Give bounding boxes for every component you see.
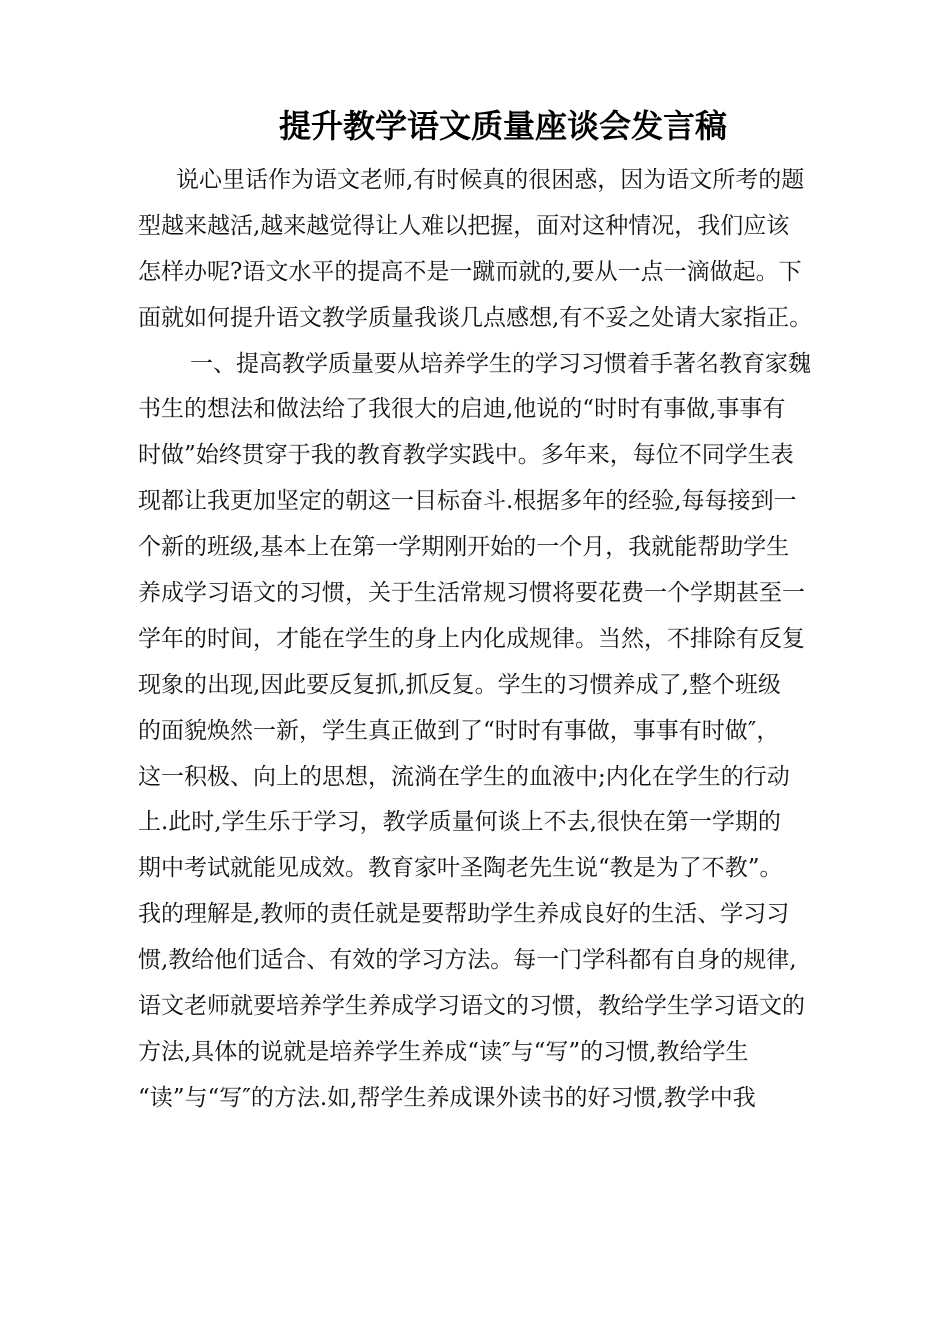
text-line: 养成学习语文的习惯，关于生活常规习惯将要花费一个学期甚至一 xyxy=(138,580,805,607)
text-line: 这一积极、向上的思想，流淌在学生的血液中;内化在学生的行动 xyxy=(138,763,790,790)
text-line: 惯,教给他们适合、有效的学习方法。每一门学科都有自身的规律, xyxy=(138,947,797,974)
text-line: 书生的想法和做法给了我很大的启迪,他说的“时时有事做,事事有 xyxy=(138,396,786,423)
text-line: 的面貌焕然一新，学生真正做到了“时时有事做，事事有时做″， xyxy=(138,717,780,744)
text-line: 怎样办呢?语文水平的提高不是一蹴而就的,要从一点一滴做起。下 xyxy=(138,258,802,285)
document-body xyxy=(138,158,828,1122)
text-line: 时做”始终贯穿于我的教育教学实践中。多年来，每位不同学生表 xyxy=(138,442,794,469)
text-line: 现都让我更加坚定的朝这一目标奋斗.根据多年的经验,每每接到一 xyxy=(138,488,797,515)
text-line: 一、提高教学质量要从培养学生的学习习惯着手著名教育家魏 xyxy=(190,350,811,377)
text-line: 我的理解是,教师的责任就是要帮助学生养成良好的生活、学习习 xyxy=(138,901,790,928)
text-line: 期中考试就能见成效。教育家叶圣陶老先生说“教是为了不教”。 xyxy=(138,855,783,882)
text-line: “读”与“写″的方法.如,帮学生养成课外读书的好习惯,教学中我 xyxy=(138,1084,756,1111)
text-line: 语文老师就要培养学生养成学习语文的习惯，教给学生学习语文的 xyxy=(138,993,805,1020)
text-line: 型越来越活,越来越觉得让人难以把握，面对这种情况，我们应该 xyxy=(138,212,790,239)
text-line: 说心里话作为语文老师,有时候真的很困惑，因为语文所考的题 xyxy=(176,167,805,193)
text-line: 个新的班级,基本上在第一学期刚开始的一个月，我就能帮助学生 xyxy=(138,534,790,561)
text-line: 上.此时,学生乐于学习，教学质量何谈上不去,很快在第一学期的 xyxy=(138,809,781,836)
text-line: 方法,具体的说就是培养学生养成“读″与“写”的习惯,教给学生 xyxy=(138,1038,749,1065)
text-line: 学年的时间，才能在学生的身上内化成规律。当然，不排除有反复 xyxy=(138,625,805,652)
text-line: 现象的出现,因此要反复抓,抓反复。学生的习惯养成了,整个班级 xyxy=(138,671,781,698)
text-line: 面就如何提升语文教学质量我谈几点感想,有不妥之处请大家指正。 xyxy=(138,304,813,331)
document-title: 提升教学语文质量座谈会发言稿 xyxy=(278,107,727,145)
